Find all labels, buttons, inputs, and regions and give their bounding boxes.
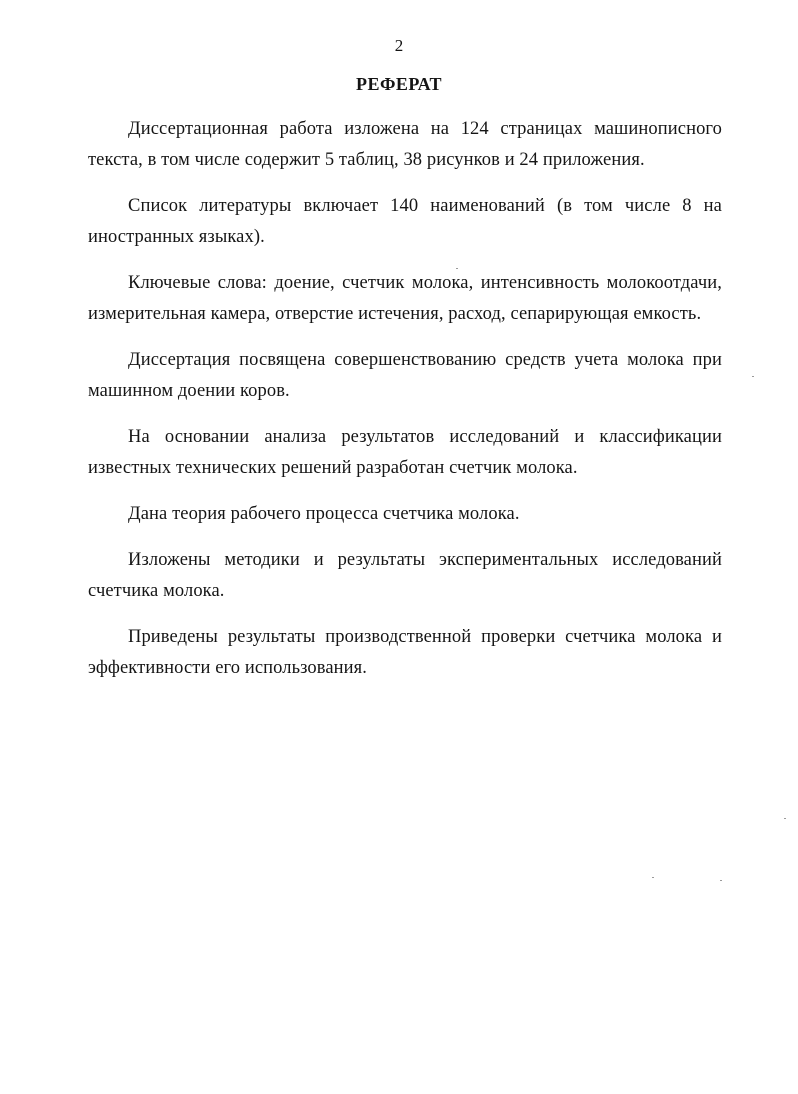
paragraph-references: Список литературы включает 140 наименований (в том числе 8 на иностранных языках).	[88, 196, 722, 247]
section-title: РЕФЕРАТ	[355, 74, 443, 94]
page-number: 2	[394, 36, 404, 55]
paragraph-keywords: Ключевые слова: доение, счетчик молока, интенсивность молокоотдачи, измерительная камера, отверстие истечения, расход, сепарирующая емкость.	[88, 273, 722, 324]
paragraph-production-test: Приведены результаты производственной проверки счетчика молока и эффективности его использования.	[88, 627, 722, 678]
scan-speck	[652, 877, 654, 878]
scan-speck	[752, 376, 754, 377]
paragraph-theory: Дана теория рабочего процесса счетчика молока.	[128, 504, 520, 524]
paragraph-purpose: Диссертация посвящена совершенствованию средств учета молока при машинном доении коров.	[88, 350, 722, 401]
scan-speck	[720, 880, 722, 881]
paragraph-experiments: Изложены методики и результаты экспериментальных исследований счетчика молока.	[88, 550, 722, 601]
scan-speck	[784, 818, 786, 819]
paragraph-volume: Диссертационная работа изложена на 124 страницах машинописного текста, в том числе содержит 5 таблиц, 38 рисунков и 24 приложения.	[88, 119, 722, 170]
scan-speck	[456, 268, 458, 269]
paragraph-development: На основании анализа результатов исследований и классификации известных технических решений разработан счетчик молока.	[88, 427, 722, 478]
abstract-body	[88, 114, 722, 699]
